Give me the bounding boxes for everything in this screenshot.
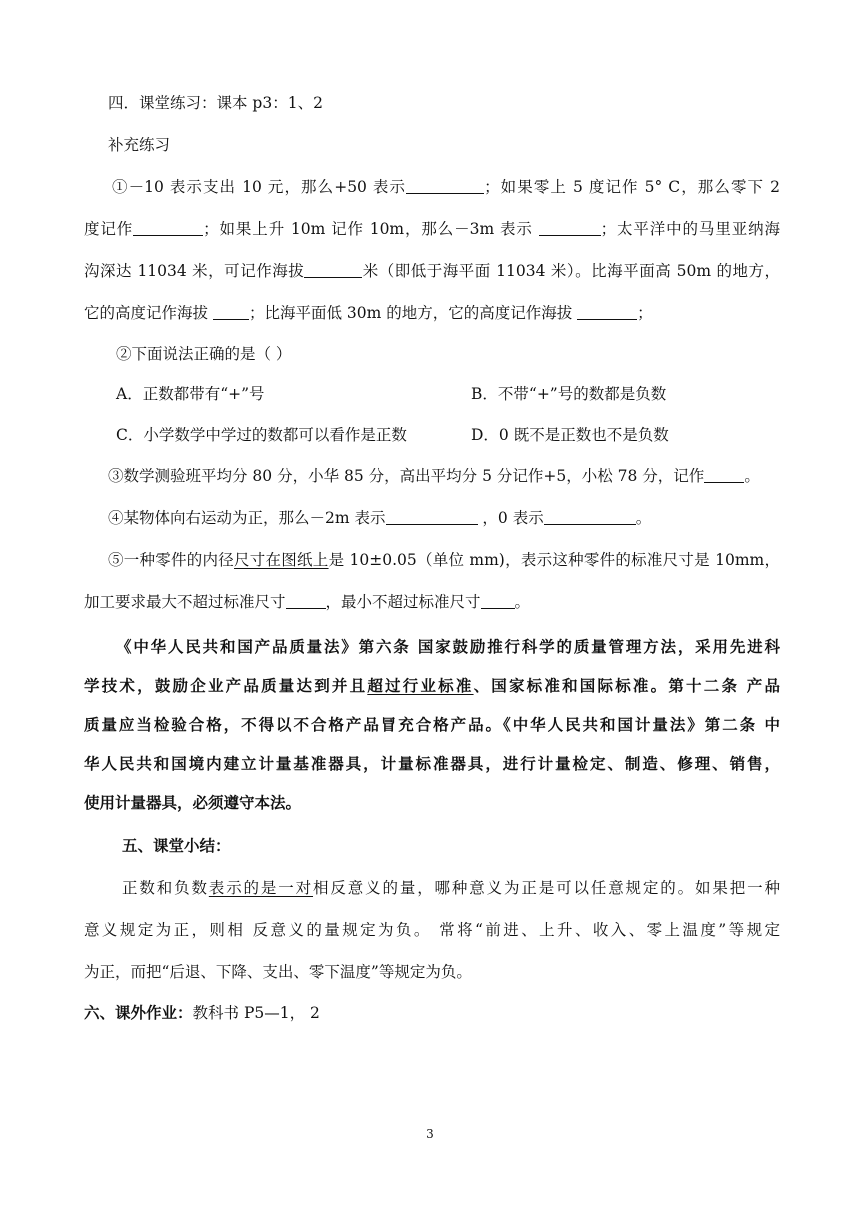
q3-line: ③数学测验班平均分 80 分，小华 85 分，高出平均分 5 分记作+5，小松 78 分，记作 。: [108, 467, 760, 485]
q2-option-b: B．不带“+”号的数都是负数: [471, 385, 667, 403]
q1-line-3: 沟深达 11034 米，可记作海拔 米（即低于海平面 11034 米）。比海平面高 50m 的地方，: [84, 262, 780, 280]
q5-line-1: ⑤一种零件的内径尺寸在图纸上是 10±0.05（单位 mm)，表示这种零件的标准尺寸是 10mm，: [108, 551, 780, 569]
q5-line-2: 加工要求最大不超过标准尺寸 ，最小不超过标准尺寸 。: [84, 593, 531, 611]
section-6-label: 六、课外作业：: [84, 1003, 193, 1022]
q1-blank-1: [406, 179, 484, 194]
section-4-title: 四．课堂练习：课本 p3：1、2: [108, 94, 323, 112]
q5-blank-1: [286, 594, 326, 609]
q4-line: ④某物体向右运动为正，那么－2m 表示 ，0 表示 。: [108, 509, 652, 527]
q2-option-c: C．小学数学中学过的数都可以看作是正数: [116, 426, 407, 444]
q4-blank-1: [386, 510, 478, 525]
section-5-title: 五、课堂小结：: [122, 836, 231, 855]
supplement-title: 补充练习: [108, 136, 171, 154]
law-line-5: 使用计量器具，必须遵守本法。: [84, 793, 302, 812]
law-line-3: 质量应当检验合格，不得以不合格产品冒充合格产品。《中华人民共和国计量法》第二条 中: [84, 715, 780, 734]
law-line-2: 学技术，鼓励企业产品质量达到并且超过行业标准、国家标准和国际标准。第十二条 产品: [84, 676, 780, 695]
q1-blank-2: [133, 221, 203, 236]
page-number: 3: [426, 1127, 434, 1141]
q1-blank-5: [213, 305, 249, 320]
section-6-line: [84, 1002, 784, 1024]
q4-blank-2: [544, 510, 636, 525]
q1-blank-3: [539, 221, 601, 236]
q1-line-1: ①－10 表示支出 10 元，那么+50 表示 ；如果零上 5 度记作 5° C，那么零下 2: [112, 178, 780, 196]
law-line-4: 华人民共和国境内建立计量基准器具，计量标准器具，进行计量检定、制造、修理、销售，: [84, 754, 780, 773]
summary-line-2: 意义规定为正，则相 反意义的量规定为负。 常将“前进、上升、收入、零上温度”等规定: [84, 921, 780, 939]
summary-line-1: 正数和负数表示的是一对相反意义的量，哪种意义为正是可以任意规定的。如果把一种: [122, 879, 780, 897]
summary-line-3: 为正，而把“后退、下降、支出、零下温度”等规定为负。: [84, 963, 472, 981]
section-6-text: 教科书 P5—1， 2: [192, 1004, 320, 1022]
q1-line-4: 它的高度记作海拔 ；比海平面低 30m 的地方，它的高度记作海拔 ；: [84, 304, 653, 322]
q2-stem: ②下面说法正确的是（ ）: [116, 345, 292, 363]
q3-blank: [704, 468, 744, 483]
q1-blank-6: [577, 305, 637, 320]
q2-option-a: A．正数都带有“+”号: [116, 385, 265, 403]
q5-blank-2: [481, 594, 515, 609]
law-line-1: 《中华人民共和国产品质量法》第六条 国家鼓励推行科学的质量管理方法，采用先进科: [116, 637, 780, 656]
q1-line-2: 度记作 ；如果上升 10m 记作 10m，那么－3m 表示 ；太平洋中的马里亚纳海: [84, 220, 780, 238]
q2-option-d: D．0 既不是正数也不是负数: [471, 426, 669, 444]
q1-blank-4: [304, 263, 362, 278]
